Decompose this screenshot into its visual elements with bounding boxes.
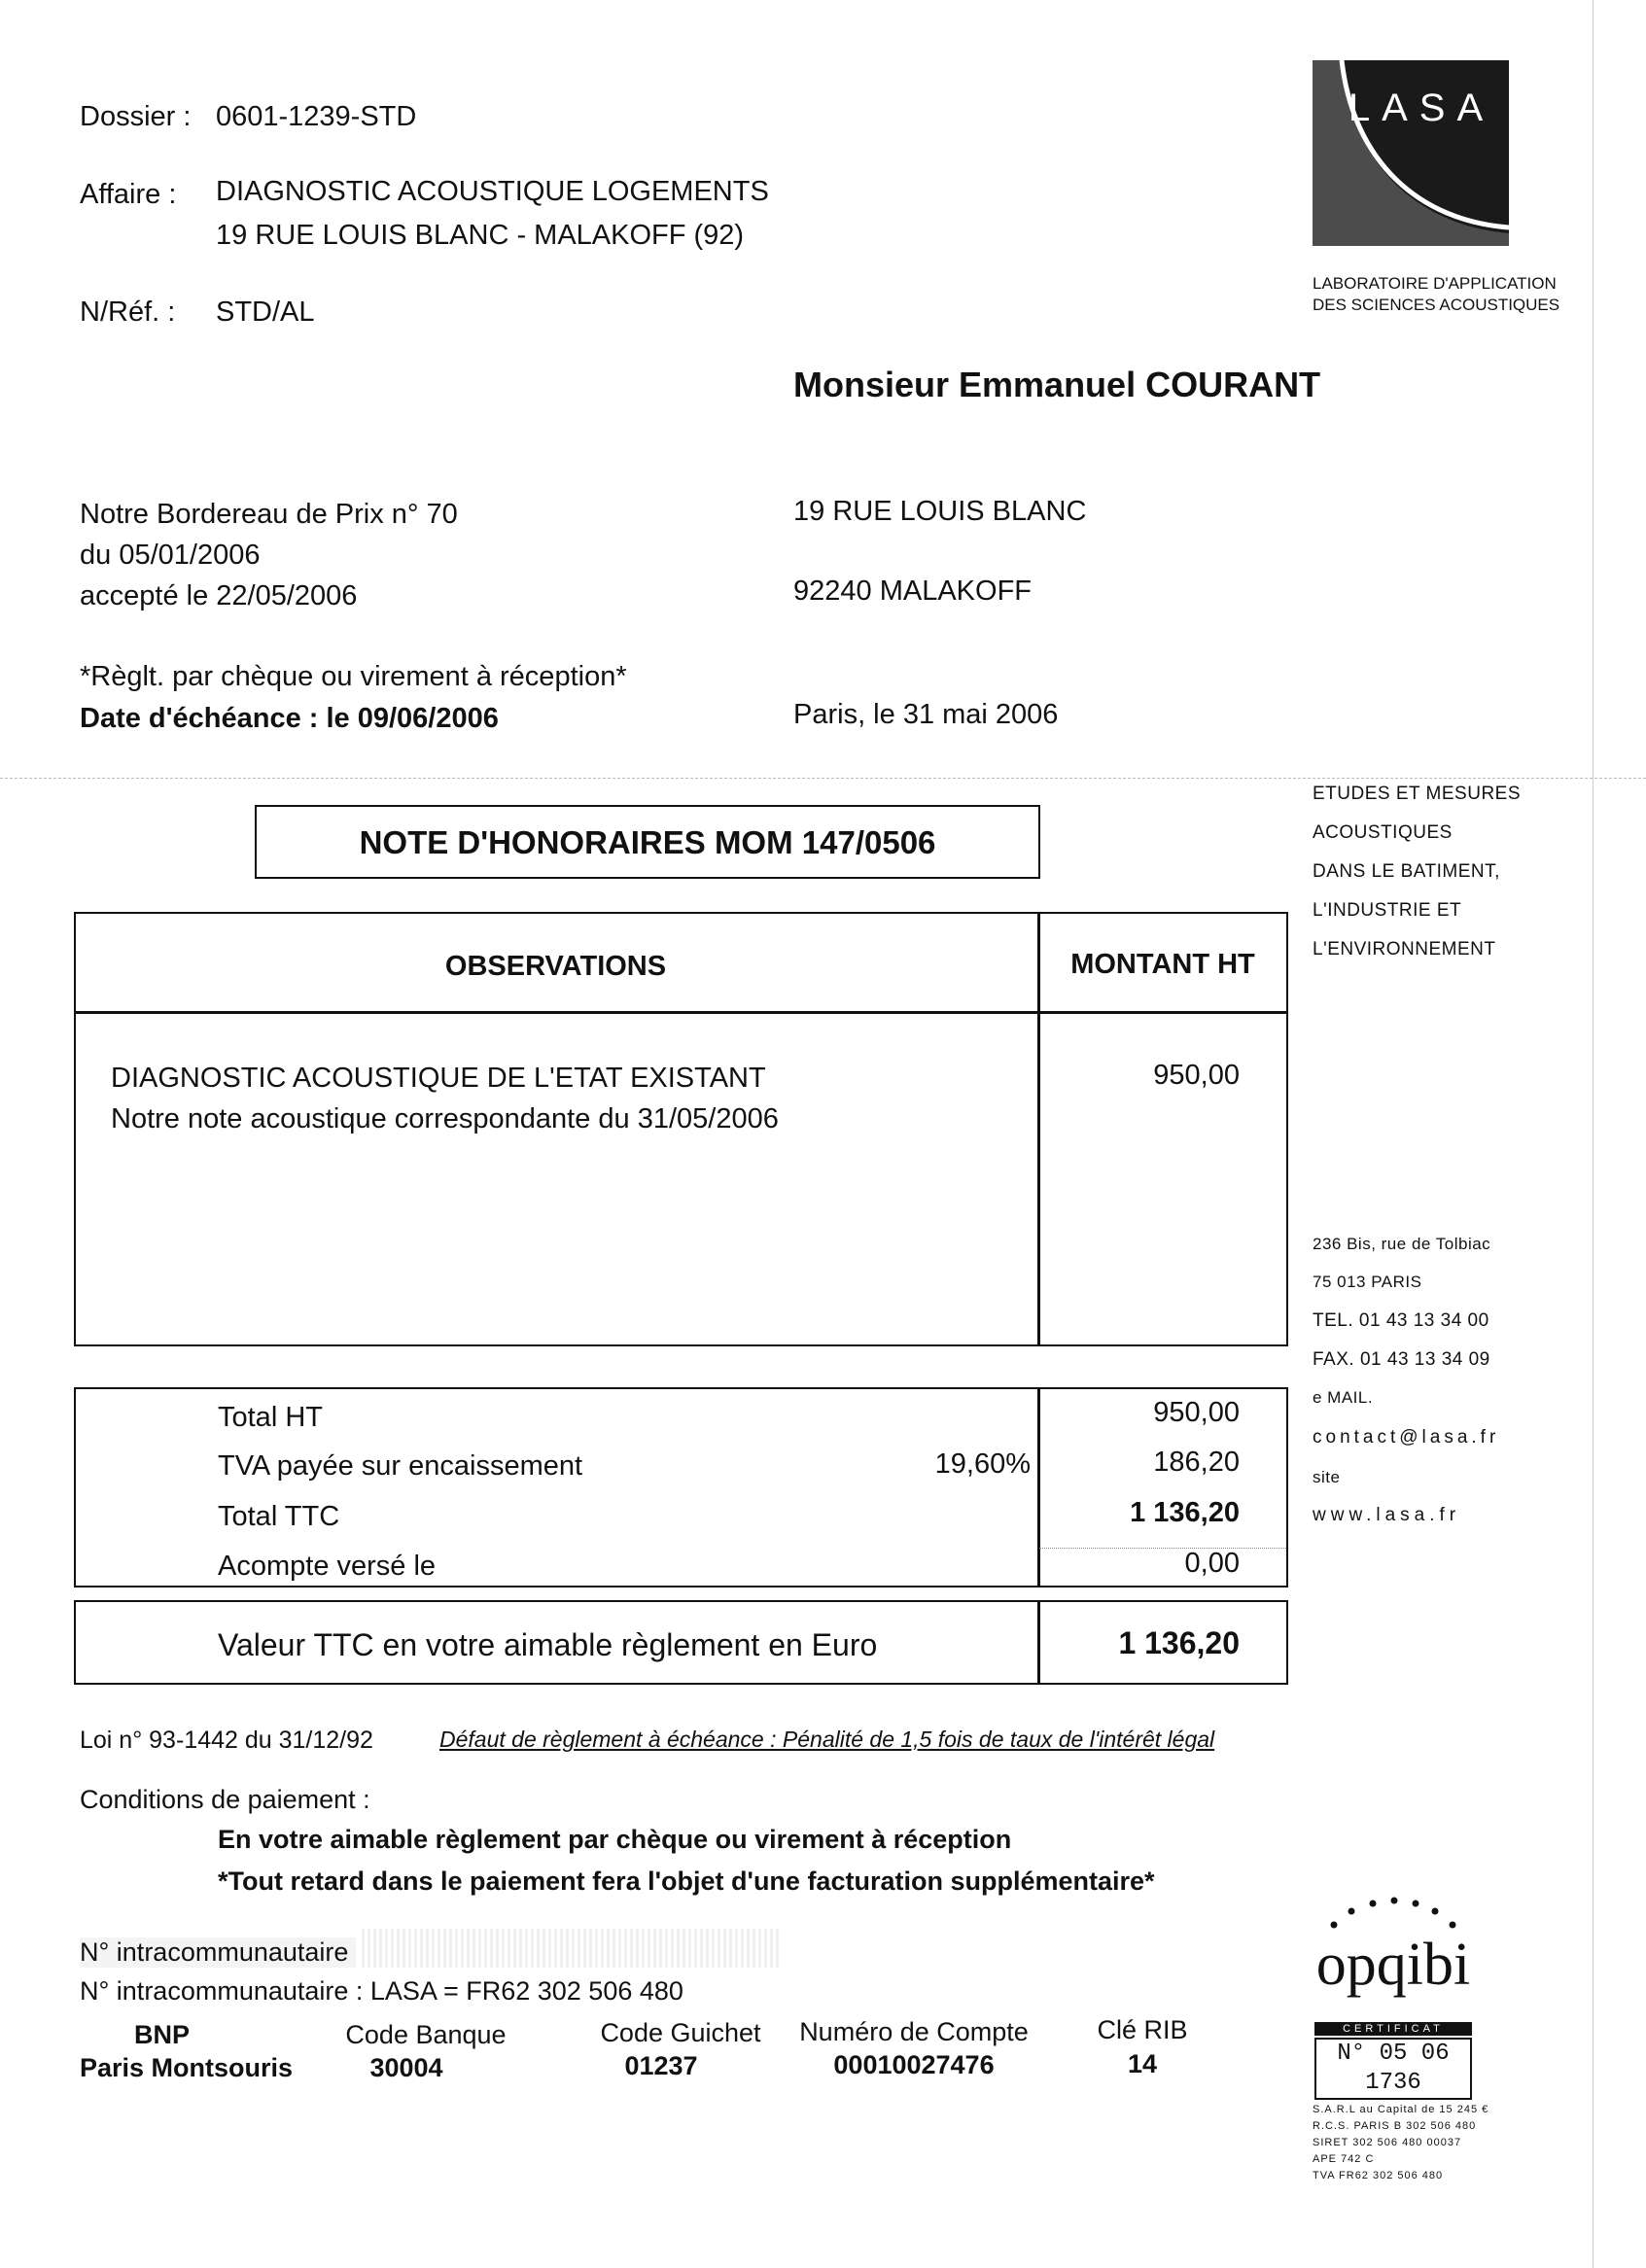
company-info-line1: S.A.R.L au Capital de 15 245 € [1313,2104,1489,2115]
sidebar-addr1: 236 Bis, rue de Tolbiac [1313,1235,1491,1253]
sidebar-site[interactable]: www.lasa.fr [1313,1505,1461,1525]
date-place: Paris, le 31 mai 2006 [793,699,1059,730]
opqibi-certificat: CERTIFICAT [1314,2022,1472,2036]
loi-reference: Loi n° 93-1442 du 31/12/92 [80,1727,373,1754]
dossier-label: Dossier : [80,101,192,132]
company-info-line2: R.C.S. PARIS B 302 506 480 [1313,2120,1477,2132]
intra-label: N° intracommunautaire [80,1937,356,1968]
logo-subtitle-line1: LABORATOIRE D'APPLICATION [1313,274,1557,293]
item-line1: DIAGNOSTIC ACOUSTIQUE DE L'ETAT EXISTANT [111,1063,766,1094]
logo-subtitle-line2: DES SCIENCES ACOUSTIQUES [1313,296,1560,314]
affaire-line2: 19 RUE LOUIS BLANC - MALAKOFF (92) [216,220,745,251]
rib-label: Clé RIB [1097,2015,1188,2044]
company-info-line3: SIRET 302 506 480 00037 [1313,2137,1462,2148]
rib-value: 14 [1127,2049,1158,2078]
table-header-divider [74,1011,1288,1014]
bank-branch: Paris Montsouris [80,2053,294,2082]
total-ttc-value: 1 136,20 [1130,1497,1240,1528]
conditions-label: Conditions de paiement : [80,1785,370,1814]
intra-value: N° intracommunautaire : LASA = FR62 302 506 480 [80,1976,683,2006]
document-title: NOTE D'HONORAIRES MOM 147/0506 [359,824,936,860]
valeur-ttc-label: Valeur TTC en votre aimable règlement en Euro [218,1627,878,1662]
compte-label: Numéro de Compte [799,2017,1029,2046]
lasa-logo-graphic [1313,60,1509,246]
recipient-city: 92240 MALAKOFF [793,576,1032,607]
affaire-label: Affaire : [80,179,177,210]
lasa-logo [1313,60,1509,246]
bordereau-line3: accepté le 22/05/2006 [80,580,358,611]
compte-value: 00010027476 [833,2050,995,2079]
company-info-line5: TVA FR62 302 506 480 [1313,2170,1444,2181]
sidebar-mail-label: e MAIL. [1313,1388,1374,1407]
dossier-value: 0601-1239-STD [216,101,417,132]
conditions-line1: En votre aimable règlement par chèque ou virement à réception [218,1825,1012,1854]
valeur-ttc-value: 1 136,20 [1118,1625,1240,1660]
penalite-note: Défaut de règlement à échéance : Pénalité de 1,5 fois de taux de l'intérêt légal [439,1727,1215,1752]
code-guichet-label: Code Guichet [600,2018,761,2047]
intra-dotted-band [362,1929,780,1968]
sidebar-line1: ETUDES ET MESURES [1313,784,1522,804]
total-ht-label: Total HT [218,1402,323,1433]
total-ht-value: 950,00 [1153,1397,1240,1428]
sidebar-line2: ACOUSTIQUES [1313,822,1453,843]
recipient-street: 19 RUE LOUIS BLANC [793,496,1087,527]
tva-rate: 19,60% [934,1448,1031,1480]
nref-value: STD/AL [216,297,315,328]
item-amount: 950,00 [1153,1060,1240,1091]
col-montant: MONTANT HT [1070,949,1255,980]
tva-label: TVA payée sur encaissement [218,1450,583,1482]
affaire-line1: DIAGNOSTIC ACOUSTIQUE LOGEMENTS [216,176,769,207]
opqibi-number: N° 05 06 1736 [1314,2038,1472,2100]
total-ttc-label: Total TTC [218,1501,340,1532]
sidebar-line3: DANS LE BATIMENT, [1313,861,1500,882]
bordereau-line1: Notre Bordereau de Prix n° 70 [80,499,458,530]
sidebar-addr2: 75 013 PARIS [1313,1273,1422,1291]
item-line2: Notre note acoustique correspondante du 31/05/2006 [111,1103,779,1134]
code-guichet-value: 01237 [624,2051,698,2080]
due-date: Date d'échéance : le 09/06/2006 [80,703,499,734]
conditions-line2: *Tout retard dans le paiement fera l'objet d'une facturation supplémentaire* [218,1867,1155,1896]
nref-label: N/Réf. : [80,297,176,328]
sidebar-tel: TEL. 01 43 13 34 00 [1313,1310,1489,1331]
acompte-value: 0,00 [1184,1548,1240,1579]
code-banque-label: Code Banque [345,2020,507,2049]
company-info-line4: APE 742 C [1313,2153,1375,2165]
bank-name: BNP [134,2020,191,2049]
payment-note: *Règlt. par chèque ou virement à réception* [80,661,627,692]
code-banque-value: 30004 [369,2053,443,2082]
col-observations: OBSERVATIONS [444,951,667,982]
acompte-label: Acompte versé le [218,1551,437,1582]
tva-value: 186,20 [1153,1447,1240,1478]
svg-text:LASA: LASA [1348,87,1495,129]
bordereau-line2: du 05/01/2006 [80,540,261,571]
opqibi-brand: opqibi [1315,1932,1471,1998]
sidebar-line5: L'ENVIRONNEMENT [1313,939,1496,960]
scan-divider [0,778,1646,780]
recipient-name: Monsieur Emmanuel COURANT [793,365,1321,404]
opqibi-logo [1311,1876,1476,2096]
sidebar-line4: L'INDUSTRIE ET [1313,900,1462,921]
sidebar-mail[interactable]: contact@lasa.fr [1313,1427,1500,1448]
sidebar-site-label: site [1313,1468,1341,1486]
sidebar-fax: FAX. 01 43 13 34 09 [1313,1349,1490,1370]
